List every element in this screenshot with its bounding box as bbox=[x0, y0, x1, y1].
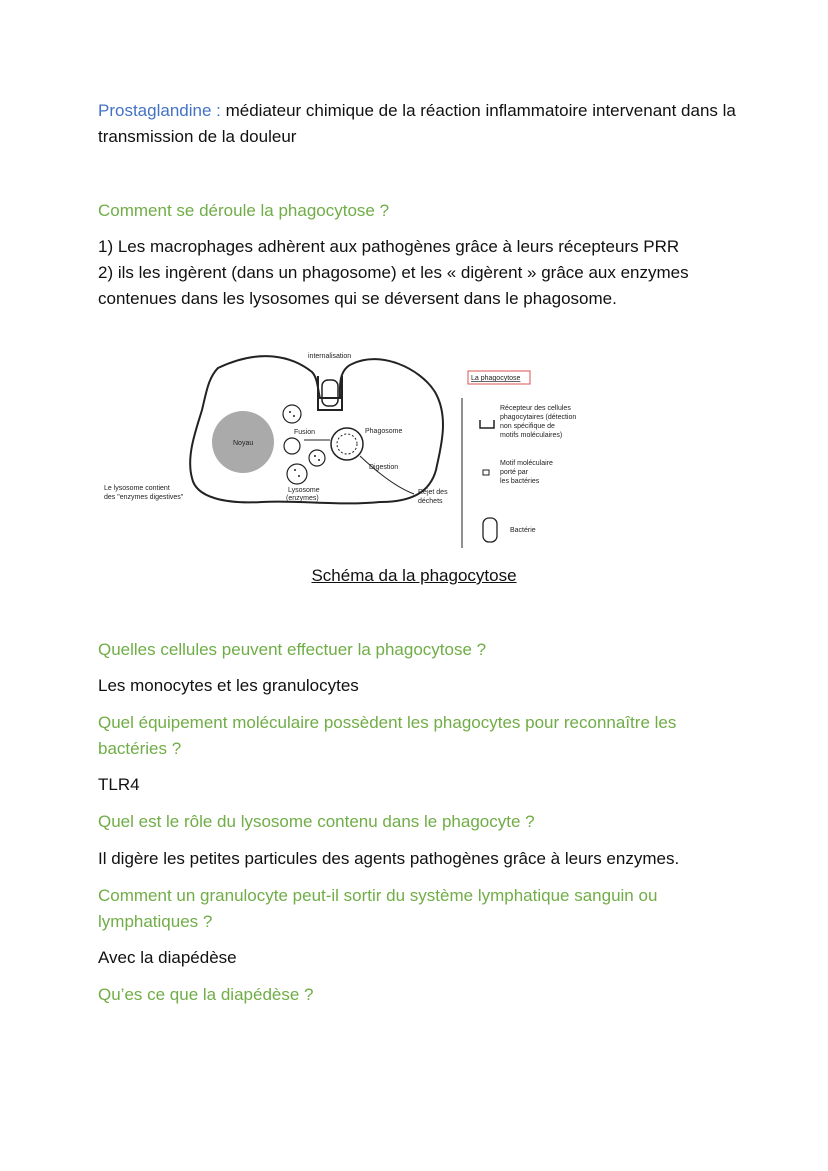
answer-lysosome-role: Il digère les petites particules des agents pathogènes grâce à leurs enzymes. bbox=[98, 849, 680, 868]
rejection-arrow bbox=[360, 456, 414, 494]
legend-receptor-2: phagocytaires (détection bbox=[500, 414, 577, 421]
legend-motif-2: porté par bbox=[500, 469, 529, 476]
lysosome-2 bbox=[284, 438, 300, 454]
label-digestion: Digestion bbox=[369, 464, 399, 471]
step-1: 1) Les macrophages adhèrent aux pathogènes grâce à leurs récepteurs PRR bbox=[98, 237, 680, 256]
question-cells: Quelles cellules peuvent effectuer la phagocytose ? bbox=[98, 640, 487, 659]
question-molecular-equipment: Quel équipement moléculaire possèdent les phagocytes pour reconnaître les bactéries ? bbox=[98, 713, 677, 758]
legend-receptor-4: motifs moléculaires) bbox=[500, 432, 563, 439]
phagosome bbox=[331, 428, 363, 460]
label-internalisation: internalisation bbox=[308, 353, 352, 360]
question-phagocytose: Comment se déroule la phagocytose ? bbox=[98, 201, 390, 220]
question-granulocyte-exit: Comment un granulocyte peut-il sortir du système lymphatique sanguin ou lymphatiques ? bbox=[98, 886, 658, 931]
legend-motif-1: Motif moléculaire bbox=[500, 460, 553, 467]
label-noyau: Noyau bbox=[233, 440, 254, 447]
bacteria-icon bbox=[322, 380, 338, 406]
legend-bacteria: Bactérie bbox=[510, 527, 536, 534]
figure-caption: Schéma da la phagocytose bbox=[311, 566, 517, 585]
receptor-icon bbox=[480, 420, 494, 428]
label-phagosome: Phagosome bbox=[365, 428, 403, 435]
lysosome-3 bbox=[287, 464, 307, 484]
lysosome-1 bbox=[283, 405, 301, 423]
answer-cells: Les monocytes et les granulocytes bbox=[98, 676, 359, 695]
answer-granulocyte-exit: Avec la diapédèse bbox=[98, 948, 237, 967]
legend-title: La phagocytose bbox=[471, 375, 521, 382]
legend-receptor-1: Récepteur des cellules bbox=[500, 405, 571, 412]
question-diapedesis: Qu’es ce que la diapédèse ? bbox=[98, 985, 314, 1004]
label-enzymes: (enzymes) bbox=[286, 495, 319, 502]
question-lysosome-role: Quel est le rôle du lysosome contenu dans le phagocyte ? bbox=[98, 812, 535, 831]
legend-motif-3: les bactéries bbox=[500, 478, 540, 485]
lysosome-4 bbox=[309, 450, 325, 466]
label-fusion: Fusion bbox=[294, 429, 316, 436]
definition-term: Prostaglandine : bbox=[98, 101, 221, 120]
legend-bacteria-icon bbox=[483, 518, 497, 542]
label-lysosome: Lysosome bbox=[288, 487, 320, 494]
definition-text: médiateur chimique de la réaction inflammatoire intervenant dans la transmission de la douleur bbox=[98, 101, 736, 146]
label-dechets: déchets bbox=[418, 498, 443, 505]
lysosome-note-1: Le lysosome contient bbox=[104, 485, 170, 492]
motif-icon bbox=[483, 470, 489, 475]
answer-molecular-equipment: TLR4 bbox=[98, 775, 140, 794]
label-rejet: Rejet des bbox=[418, 489, 448, 496]
lysosome-note-2: des "enzymes digestives" bbox=[104, 494, 184, 501]
legend-receptor-3: non spécifique de bbox=[500, 423, 555, 430]
step-2: 2) ils les ingèrent (dans un phagosome) et les « digèrent » grâce aux enzymes contenues dans les lysosomes qui se déversent dans le phagosome. bbox=[98, 263, 689, 308]
